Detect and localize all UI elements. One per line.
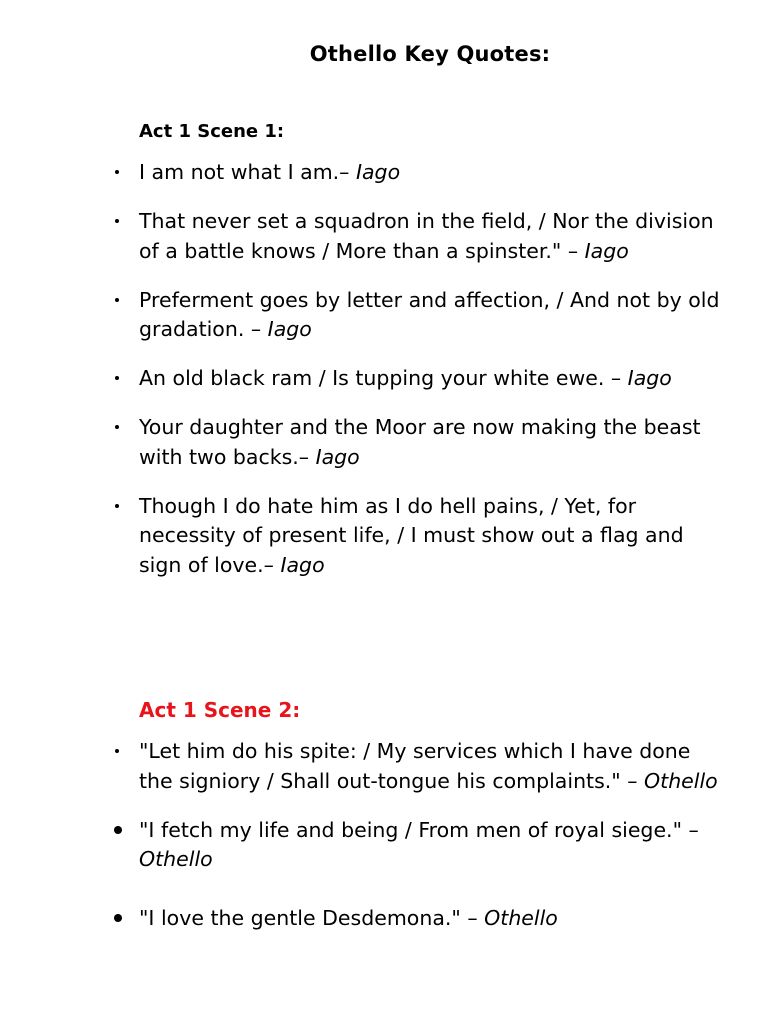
quote-text: Your daughter and the Moor are now making the beast with two backs.– [139,415,701,469]
page-title: Othello Key Quotes: [309,42,551,66]
quote-text: Preferment goes by letter and affection, / And not by old gradation. – [139,287,720,342]
quote-speaker: Iago [584,238,629,263]
bullet-icon [115,425,119,429]
quote-item [139,158,729,188]
quote-item [139,816,729,875]
quote-speaker: Othello [484,905,558,930]
bullet-icon [115,376,119,380]
bullet-icon [114,914,122,922]
quote-text: That never set a squadron in the field, / Nor the division of a battle knows / More than a spinster." – [139,208,714,263]
quote-item [139,286,729,345]
quote-text: I am not what I am.– [139,160,356,184]
section-heading: Act 1 Scene 2: [139,698,301,722]
bullet-icon [115,298,119,302]
quote-item [139,492,729,581]
section-act1-scene2 [0,698,768,933]
quote-item [139,364,729,394]
quote-text: An old black ram / Is tupping your white ewe. – [139,366,628,391]
quote-item [139,207,729,266]
quote-speaker: Iago [280,552,325,577]
quote-text: "I love the gentle Desdemona." – [139,905,485,930]
quote-speaker: Othello [644,768,718,793]
quote-item [139,737,729,796]
quote-speaker: Iago [267,317,312,342]
quote-speaker: Othello [139,847,213,872]
bullet-icon [115,219,119,223]
quote-speaker: Iago [315,444,360,469]
quote-item [139,904,729,934]
quote-list [0,737,768,933]
quote-speaker: Iago [627,366,672,391]
bullet-icon [114,826,122,834]
quote-list [0,158,768,580]
quote-text: "Let him do his spite: / My services which I have done the signiory / Shall out-tongue his complaints." – [139,739,691,793]
quote-text: Though I do hate him as I do hell pains, / Yet, for necessity of present life, / I must show out a flag and sign of love.– [139,493,684,577]
quote-item [139,413,729,472]
bullet-icon [115,170,119,174]
bullet-icon [115,504,119,508]
quote-speaker: Iago [355,160,401,184]
section-act1-scene1 [0,121,768,580]
bullet-icon [115,749,119,753]
quote-text: "I fetch my life and being / From men of royal siege." – [139,817,699,842]
section-heading: Act 1 Scene 1: [139,121,285,142]
